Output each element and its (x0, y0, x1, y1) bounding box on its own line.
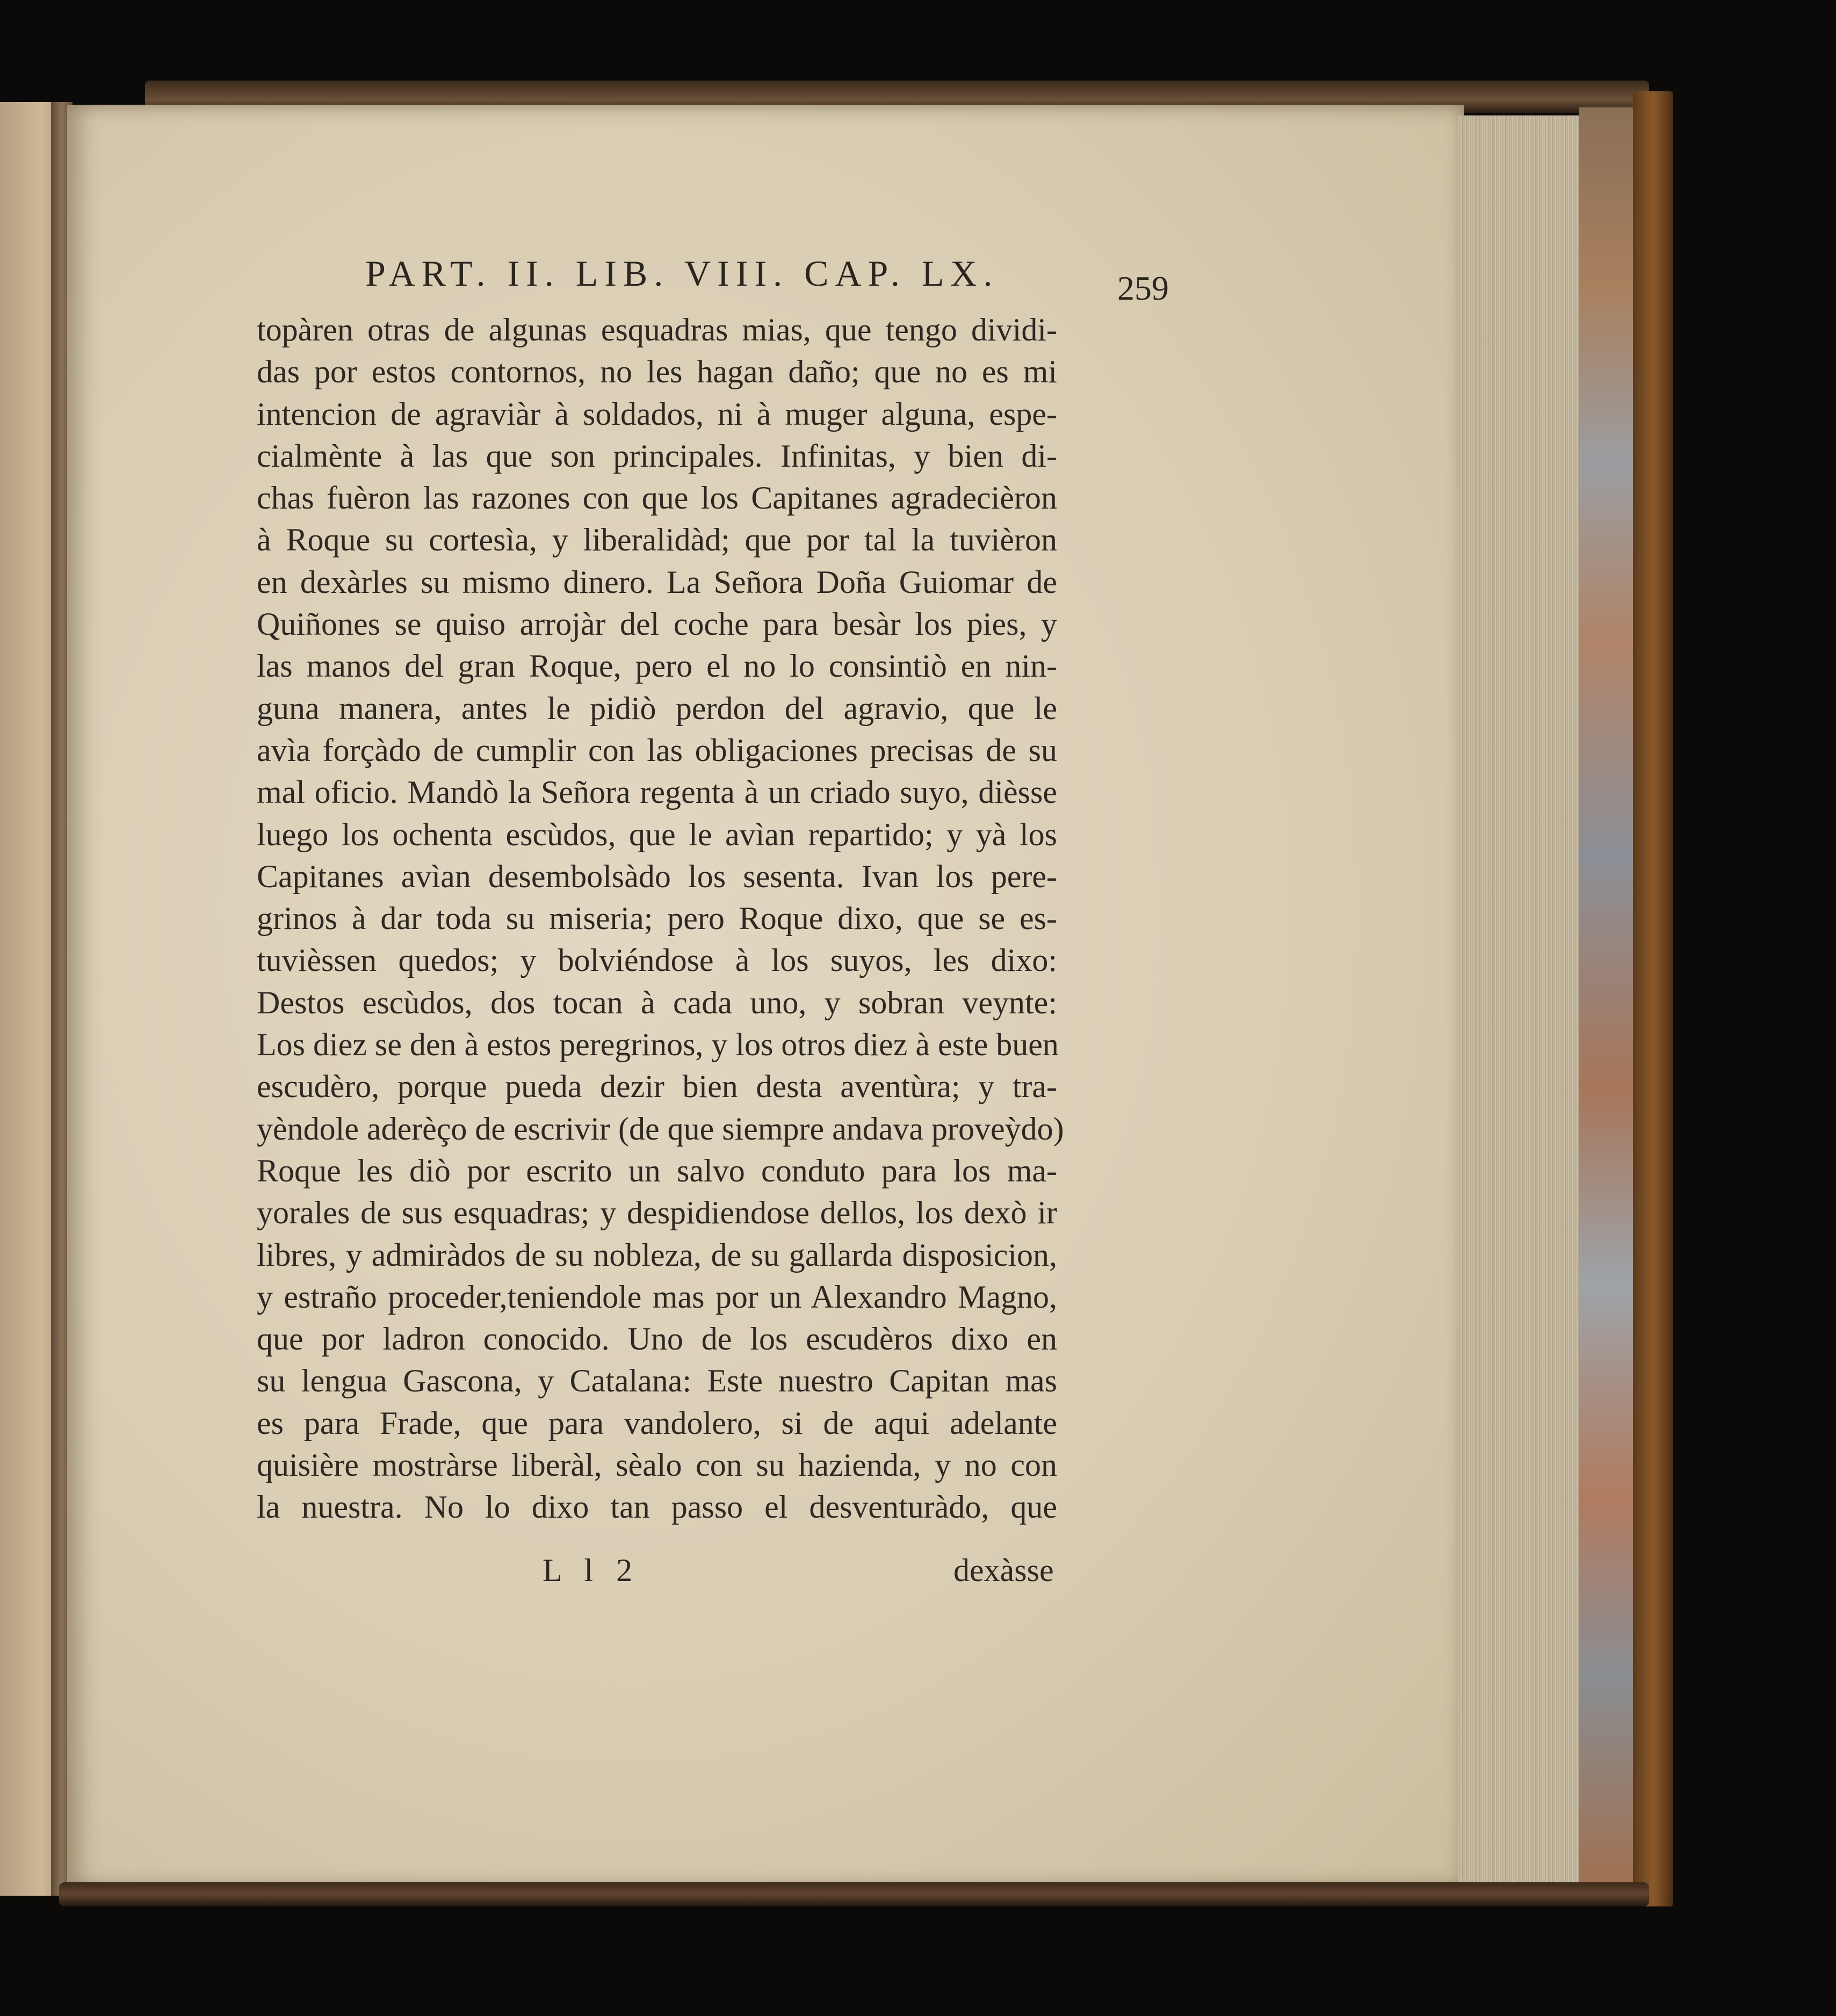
text-line: escudèro, porque pueda dezir bien desta aventùra; y tra- (257, 1069, 1057, 1105)
text-line: Roque les diò por escrito un salvo conduto para los ma- (257, 1152, 1057, 1188)
text-line: yèndole aderèço de escrivir (de que siempre andava proveỳdo) (257, 1111, 1064, 1147)
text-line: à Roque su cortesìa, y liberalidàd; que por tal la tuvièron (257, 522, 1057, 558)
text-line: que por ladron conocido. Uno de los escudèros dixo en (257, 1321, 1057, 1357)
marbled-cover-edge (1579, 107, 1638, 1890)
text-line: Quiñones se quiso arrojàr del coche para besàr los pies, y (257, 606, 1057, 642)
text-line: en dexàrles su mismo dinero. La Señora Doña Guiomar de (257, 564, 1057, 600)
text-line: libres, y admiràdos de su nobleza, de su gallarda disposicion, (257, 1237, 1057, 1273)
text-line: es para Frade, que para vandolero, si de aqui adelante (257, 1405, 1057, 1441)
text-line: chas fuèron las razones con que los Capitanes agradecièron (257, 480, 1057, 516)
text-line: topàren otras de algunas esquadras mias, que tengo dividi- (257, 312, 1057, 347)
body-text (257, 309, 1064, 1528)
text-line: intencion de agraviàr à soldados, ni à muger alguna, espe- (257, 396, 1057, 432)
text-line: la nuestra. No lo dixo tan passo el desventuràdo, que (257, 1489, 1057, 1525)
text-line: su lengua Gascona, y Catalana: Este nuestro Capitan mas (257, 1363, 1057, 1399)
text-line: cialmènte à las que son principales. Infinitas, y bien di- (257, 438, 1057, 474)
text-line: guna manera, antes le pidiò perdon del agravio, que le (257, 690, 1057, 726)
text-line: grinos à dar toda su miseria; pero Roque dixo, que se es- (257, 901, 1057, 937)
text-line: Los diez se den à estos peregrinos, y los otros diez à este buen (257, 1027, 1059, 1063)
text-line: las manos del gran Roque, pero el no lo consintiò en nin- (257, 648, 1057, 684)
running-head: PART. II. LIB. VIII. CAP. LX. (365, 253, 999, 294)
text-line: das por estos contornos, no les hagan daño; que no es mi (257, 354, 1057, 390)
text-line: mal oficio. Mandò la Señora regenta à un criado suyo, dièsse (257, 774, 1057, 810)
text-line: luego los ochenta escùdos, que le avìan repartido; y yà los (257, 816, 1057, 852)
catchword: dexàsse (953, 1553, 1054, 1588)
text-line: Destos escùdos, dos tocan à cada uno, y sobran veynte: (257, 984, 1057, 1020)
signature-mark: L l 2 (543, 1553, 640, 1588)
text-line: yorales de sus esquadras; y despidiendose dellos, los dexò ir (257, 1195, 1057, 1231)
page-number: 259 (1117, 269, 1169, 307)
text-line: Capitanes avìan desembolsàdo los sesenta. Ivan los pere- (257, 858, 1057, 894)
page-fore-edge (1458, 115, 1582, 1888)
text-line: quisière mostràrse liberàl, sèalo con su hazienda, y no con (257, 1447, 1057, 1483)
book-cover-bottom-edge (59, 1882, 1649, 1906)
text-line: tuvièssen quedos; y bolviéndose à los suyos, les dixo: (257, 942, 1057, 978)
leather-binding (1633, 91, 1673, 1906)
text-line: y estraño proceder,teniendole mas por un Alexandro Magno, (257, 1279, 1057, 1315)
text-line: avìa forçàdo de cumplir con las obligaciones precisas de su (257, 732, 1057, 768)
